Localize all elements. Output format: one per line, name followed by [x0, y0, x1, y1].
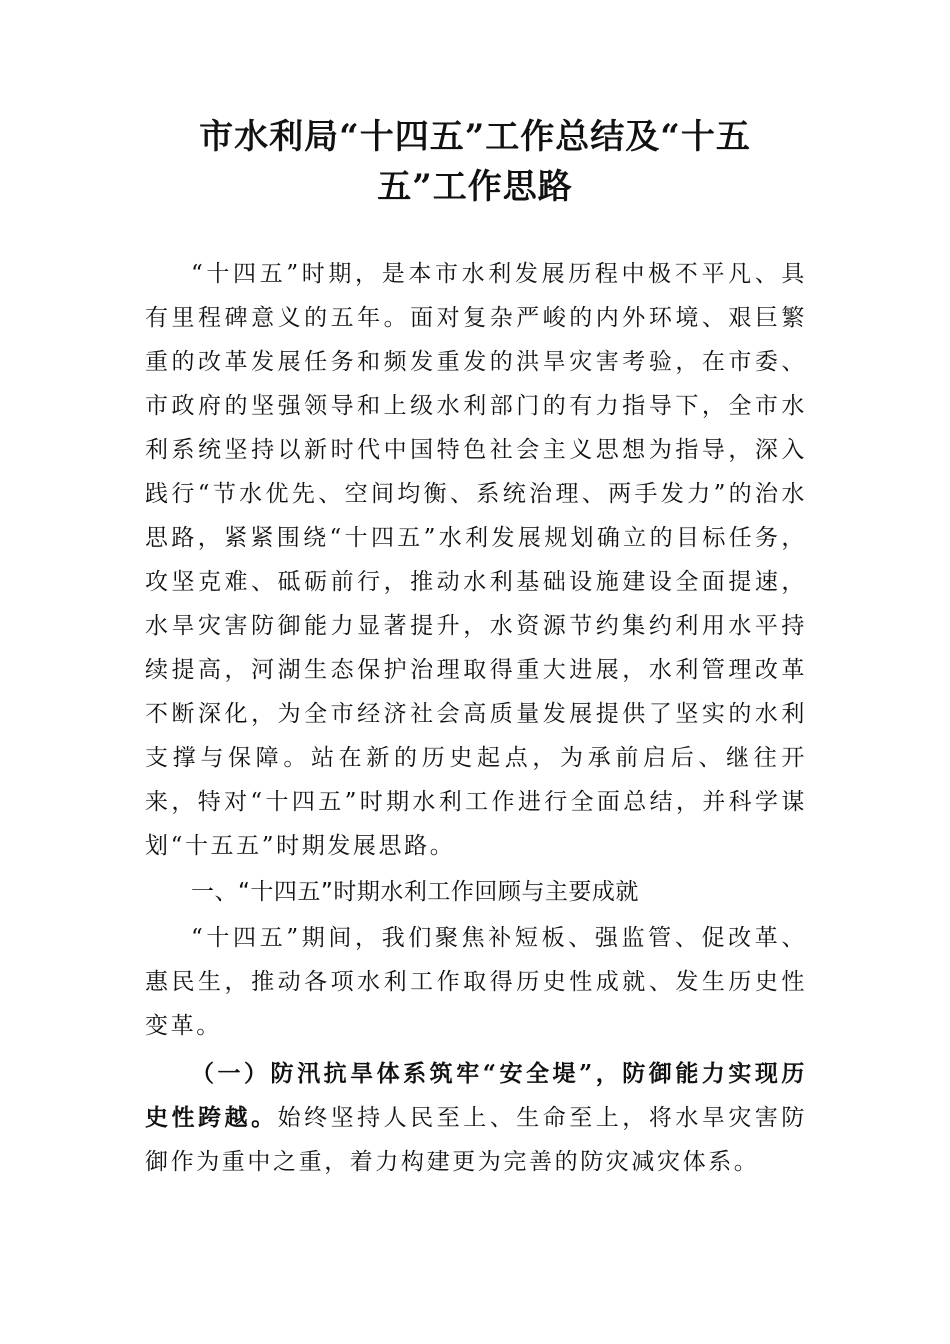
document-body [145, 252, 807, 1184]
title-line-1: 市水利局“十四五”工作总结及“十五 [199, 117, 751, 157]
subsection-1-text: 始终坚持人民至上、生命至上，将水旱灾害防御作为重中之重，着力构建更为完善的防灾减灾体系。 [145, 1105, 808, 1175]
title-line-2: 五”工作思路 [377, 167, 573, 207]
intro-paragraph: “十四五”时期，是本市水利发展历程中极不平凡、具有里程碑意义的五年。面对复杂严峻的内外环境、艰巨繁重的改革发展任务和频发重发的洪旱灾害考验，在市委、市政府的坚强领导和上级水利部门的有力指导下，全市水利系统坚持以新时代中国特色社会主义思想为指导，深入践行“节水优先、空间均衡、系统治理、两手发力”的治水思路，紧紧围绕“十四五”水利发展规划确立的目标任务，攻坚克难、砥砺前行，推动水利基础设施建设全面提速，水旱灾害防御能力显著提升，水资源节约集约利用水平持续提高，河湖生态保护治理取得重大进展，水利管理改革不断深化，为全市经济社会高质量发展提供了坚实的水利支撑与保障。站在新的历史起点，为承前启后、继往开来，特对“十四五”时期水利工作进行全面总结，并科学谋划“十五五”时期发展思路。 [145, 261, 807, 859]
subsection-1-paragraph [145, 1052, 807, 1184]
section-1-heading: 一、“十四五”时期水利工作回顾与主要成就 [191, 879, 639, 905]
subsection-1-heading: （一）防汛抗旱体系筑牢“安全堤”，防御能力实现历史性跨越。 [145, 1060, 807, 1131]
section-1-intro-paragraph: “十四五”期间，我们聚焦补短板、强监管、促改革、惠民生，推动各项水利工作取得历史性成就、发生历史性变革。 [145, 925, 807, 1039]
document-title [140, 112, 810, 212]
